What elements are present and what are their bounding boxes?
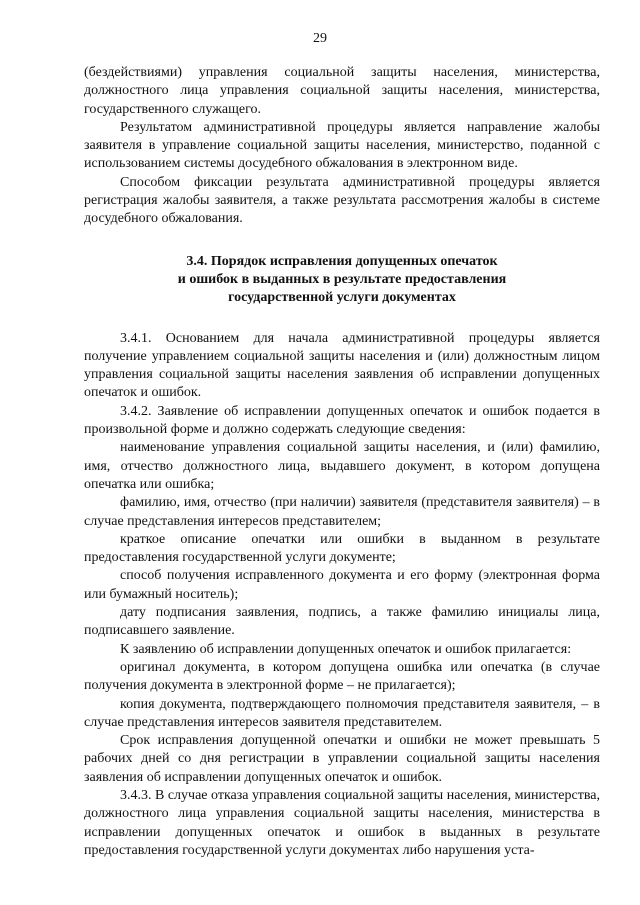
- paragraph: 3.4.3. В случае отказа управления социальной защиты населения, министерства, должностного лица управления социальной защиты населения, министерства в исправлении допущенных опечаток и ошибок в выданных в результате предоставления государственной услуги документах либо нарушения уста-: [84, 787, 600, 858]
- list-item: фамилию, имя, отчество (при наличии) заявителя (представителя заявителя) – в случае представления интересов представителем;: [84, 495, 600, 529]
- paragraph: Срок исправления допущенной опечатки и ошибки не может превышать 5 рабочих дней со дня регистрации в управлении социальной защиты населения заявления об исправлении допущенных опечаток и ошибок.: [84, 733, 600, 785]
- list-item: наименование управления социальной защиты населения, и (или) фамилию, имя, отчество должностного лица, выдавшего документ, в котором допущена опечатка или ошибка;: [84, 440, 600, 492]
- document-body: [84, 64, 600, 860]
- page-number: 29: [313, 31, 327, 46]
- section-heading-line: и ошибок в выданных в результате предоставления: [177, 271, 507, 287]
- paragraph: (бездействиями) управления социальной защиты населения, министерства, должностного лица управления социальной защиты населения, министерства, государственного служащего.: [84, 65, 600, 117]
- paragraph: Способом фиксации результата административной процедуры является регистрация жалобы заявителя, а также результата рассмотрения жалобы в системе досудебного обжалования.: [84, 174, 600, 227]
- list-item: оригинал документа, в котором допущена ошибка или опечатка (в случае получения документа в электронной форме – не прилагается);: [84, 659, 600, 694]
- paragraph: Результатом административной процедуры является направление жалобы заявителя в управление социальной защиты населения, министерство, поданной с использованием системы досудебного обжалования в электронном виде.: [84, 119, 600, 172]
- paragraph: 3.4.1. Основанием для начала административной процедуры является получение управлением социальной защиты населения и (или) должностным лицом управления социальной защиты населения заявления об исправлении допущенных опечаток и ошибок.: [84, 330, 600, 401]
- list-item: способ получения исправленного документа и его форму (электронная форма или бумажный носитель);: [84, 568, 600, 602]
- list-item: копия документа, подтверждающего полномочия представителя заявителя, – в случае представления интересов заявителя представителем.: [84, 696, 600, 730]
- section-heading: [84, 253, 600, 308]
- paragraph: 3.4.2. Заявление об исправлении допущенных опечаток и ошибок подается в произвольной форме и должно содержать следующие сведения:: [84, 403, 600, 438]
- list-item: дату подписания заявления, подпись, а также фамилию инициалы лица, подписавшего заявление.: [84, 605, 600, 639]
- list-item: краткое описание опечатки или ошибки в выданном в результате предоставления государственной услуги документе;: [84, 531, 600, 566]
- section-heading-line: государственной услуги документах: [228, 290, 456, 306]
- paragraph: К заявлению об исправлении допущенных опечаток и ошибок прилагается:: [120, 641, 572, 657]
- section-heading-line: 3.4. Порядок исправления допущенных опечаток: [186, 253, 498, 269]
